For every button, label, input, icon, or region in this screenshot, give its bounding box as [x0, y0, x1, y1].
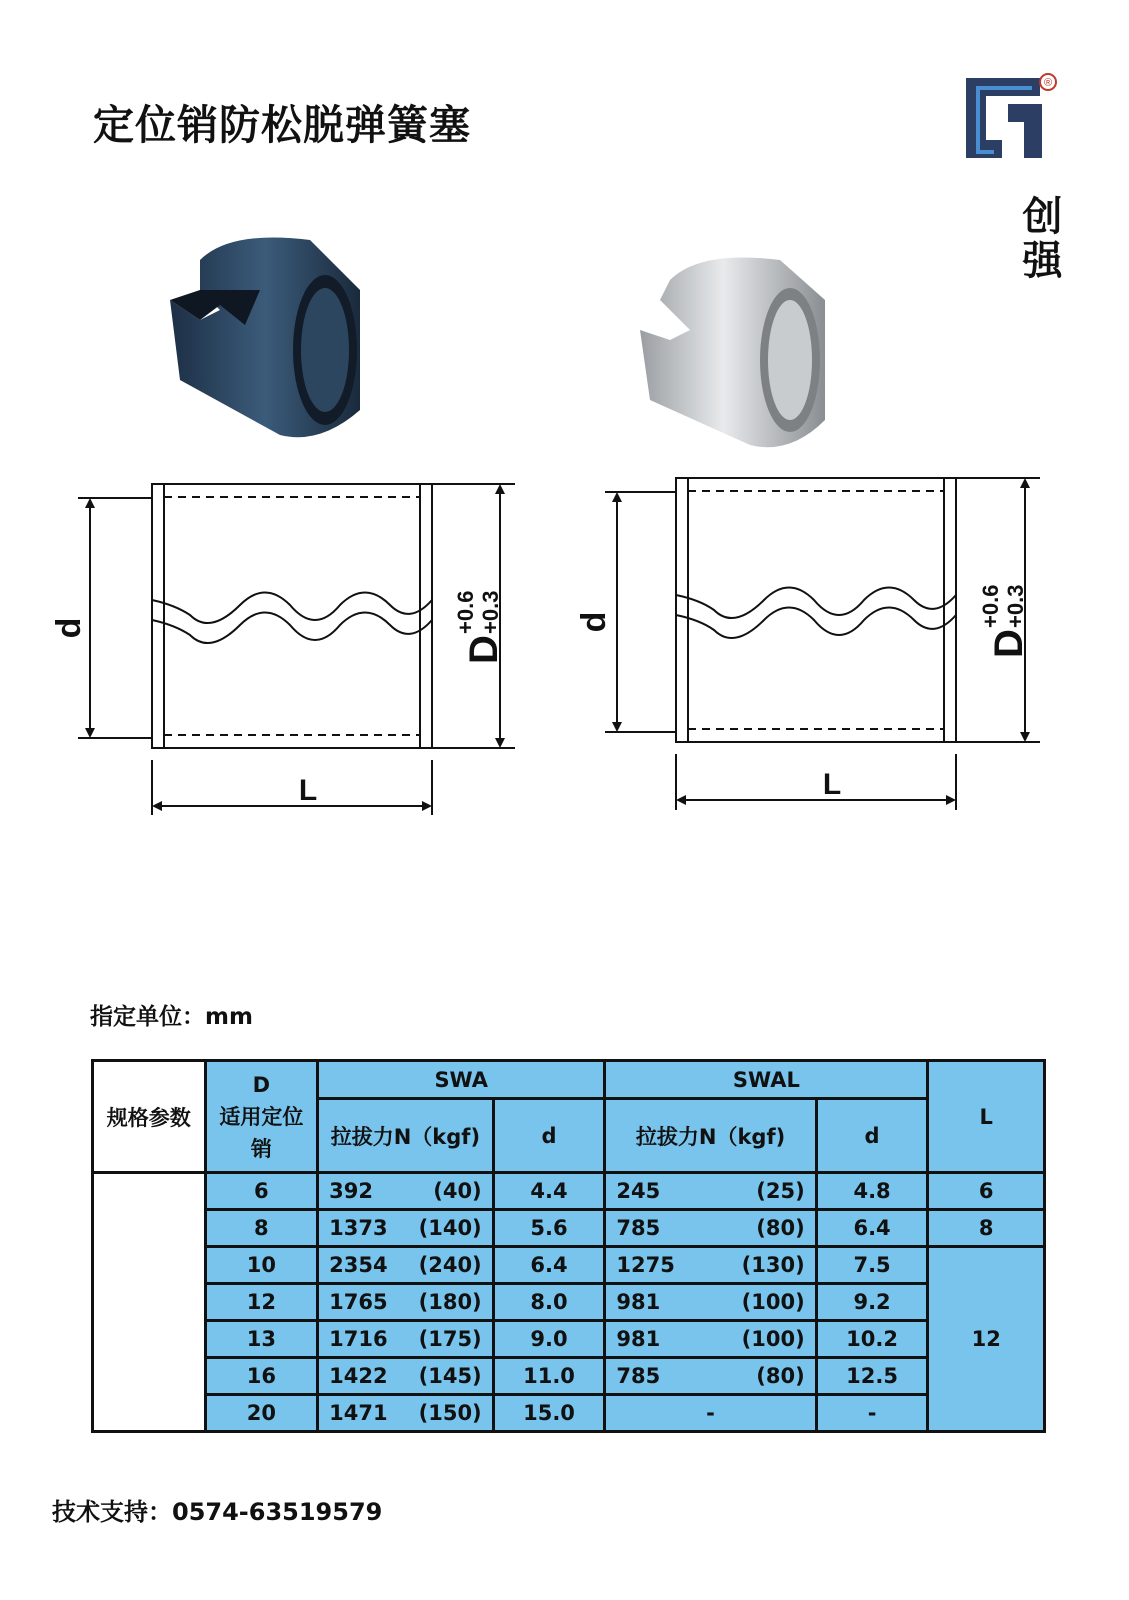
technical-drawings	[0, 470, 1129, 850]
table-row: 16 1422 (145) 11.0 785 (80) 12.5	[93, 1358, 1045, 1395]
right-D-label: D	[987, 629, 1031, 658]
page-title: 定位销防松脱弹簧塞	[93, 101, 471, 149]
table-row: 10 2354 (240) 6.4 1275 (130) 7.5 12	[93, 1247, 1045, 1284]
right-tol-lower: +0.3	[1003, 584, 1028, 628]
cq-logo-icon	[962, 70, 1058, 166]
unit-note: 指定单位：mm	[90, 1004, 253, 1030]
left-tol-lower: +0.3	[478, 590, 503, 634]
swa-force-header: 拉拔力N（kgf)	[318, 1099, 494, 1173]
spec-header: 规格参数	[93, 1061, 206, 1173]
brand-name: 创强	[1016, 195, 1062, 283]
right-L-label: L	[822, 768, 842, 801]
swal-force-header: 拉拔力N（kgf)	[605, 1099, 816, 1173]
black-bushing-photo	[160, 230, 370, 445]
registered-mark: ®	[1043, 77, 1053, 89]
left-D-label: D	[462, 635, 506, 664]
l-header: L	[928, 1061, 1045, 1173]
right-d-label: d	[575, 611, 613, 633]
table-row: 8 1373 (140) 5.6 785 (80) 6.4 8	[93, 1210, 1045, 1247]
tech-support: 技术支持：0574-63519579	[52, 1498, 383, 1526]
swal-d-header: d	[816, 1099, 928, 1173]
table-row: 20 1471 (150) 15.0 - -	[93, 1395, 1045, 1432]
left-d-label: d	[50, 617, 88, 639]
silver-bushing-photo	[630, 250, 830, 455]
right-tol-upper: +0.6	[978, 584, 1003, 628]
left-tol-upper: +0.6	[453, 590, 478, 634]
swal-header: SWAL	[605, 1061, 928, 1099]
swa-d-header: d	[493, 1099, 605, 1173]
left-L-label: L	[298, 774, 318, 807]
table-row: 12 1765 (180) 8.0 981 (100) 9.2	[93, 1284, 1045, 1321]
table-row: 6 392 (40) 4.4 245 (25) 4.8 6	[93, 1173, 1045, 1210]
d-header: D 适用定位销	[205, 1061, 318, 1173]
swa-header: SWA	[318, 1061, 605, 1099]
table-row: 13 1716 (175) 9.0 981 (100) 10.2	[93, 1321, 1045, 1358]
spec-table	[91, 1059, 1046, 1433]
